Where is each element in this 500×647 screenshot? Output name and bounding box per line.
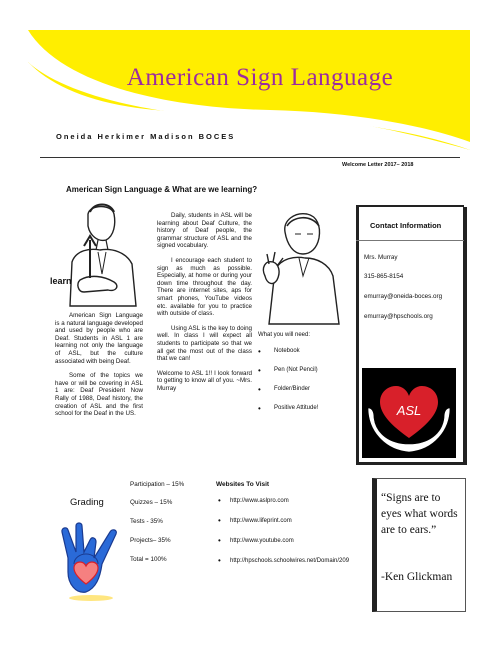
websites-heading: Websites To Visit (216, 481, 270, 488)
learn-label: learn (50, 276, 72, 286)
list-item: • Positive Attitude! (258, 405, 353, 411)
grading-label: Grading (70, 497, 104, 508)
contact-email[interactable]: emurray@oneida-boces.org (364, 293, 443, 300)
organization-name: Oneida Herkimer Madison BOCES (56, 132, 236, 141)
contact-phone: 315-865-8154 (364, 273, 404, 280)
paragraph: Some of the topics we have or will be covering in ASL 1 are: Deaf President Now Rally of 1988, Deaf history, the creation of ASL and the first school for the Deaf in the US. (55, 372, 143, 418)
grade-item: Quizzes – 15% (130, 499, 173, 506)
website-link[interactable]: • http://www.lifeprint.com (218, 518, 292, 524)
paragraph: I encourage each student to sign as much as possible. Especially, at home or during your down time throughout the day. There are internet sites, aps for smart phones, YouTube videos etc. available for you to practice with outside of class. (157, 256, 252, 318)
list-item: • Pen (Not Pencil) (258, 367, 353, 373)
contact-divider (356, 240, 464, 241)
asl-heart-hands-logo (362, 368, 456, 458)
learn-sign-illustration (50, 200, 150, 310)
supplies-list (258, 332, 353, 424)
header-divider (40, 157, 460, 158)
supplies-heading: What you will need: (258, 332, 311, 338)
grade-item: Tests - 35% (130, 518, 163, 525)
website-link[interactable]: • http://www.youtube.com (218, 538, 294, 544)
contact-email[interactable]: emurray@hpschools.org (364, 313, 433, 320)
website-link[interactable]: • http://hpschools.schoolwires.net/Domain/209 (218, 558, 349, 564)
logo-text: ASL (396, 403, 422, 418)
paragraph: Daily, students in ASL will be learning about Deaf Culture, the history of Deaf people, the grammar structure of ASL and the signed vocabulary. (157, 212, 252, 250)
welcome-letter-label: Welcome Letter 2017– 2018 (342, 162, 414, 168)
section-heading: American Sign Language & What are we learning? (66, 185, 258, 194)
grade-item: Total = 100% (130, 556, 167, 563)
signing-man-illustration (255, 210, 350, 325)
page-title: American Sign Language (126, 64, 394, 91)
quote-author: -Ken Glickman (381, 571, 453, 583)
paragraph: Welcome to ASL 1!! I look forward to getting to know all of you. ~Mrs. Murray (157, 369, 252, 392)
paragraph: Using ASL is the key to doing well. In class I will expect all students to participate so that we all get the most out of the class that we can! (157, 324, 252, 363)
grade-item: Projects– 35% (130, 537, 171, 544)
website-link[interactable]: • http://www.aslpro.com (218, 498, 289, 504)
intro-column-left (55, 312, 143, 425)
ily-hand-heart-illustration (56, 518, 126, 603)
intro-column-middle (157, 212, 252, 399)
quote-text: “Signs are to eyes what words are to ears.” (381, 492, 458, 536)
paragraph: American Sign Language is a natural language developed and used by people who are Deaf. Students in ASL 1 are learning not only the language of ASL, but the culture associated with being Deaf. (55, 312, 143, 365)
grade-item: Participation – 15% (130, 481, 185, 488)
contact-title: Contact Information (370, 221, 442, 230)
list-item: • Notebook (258, 348, 353, 354)
list-item: • Folder/Binder (258, 386, 353, 392)
contact-name: Mrs. Murray (364, 254, 398, 261)
